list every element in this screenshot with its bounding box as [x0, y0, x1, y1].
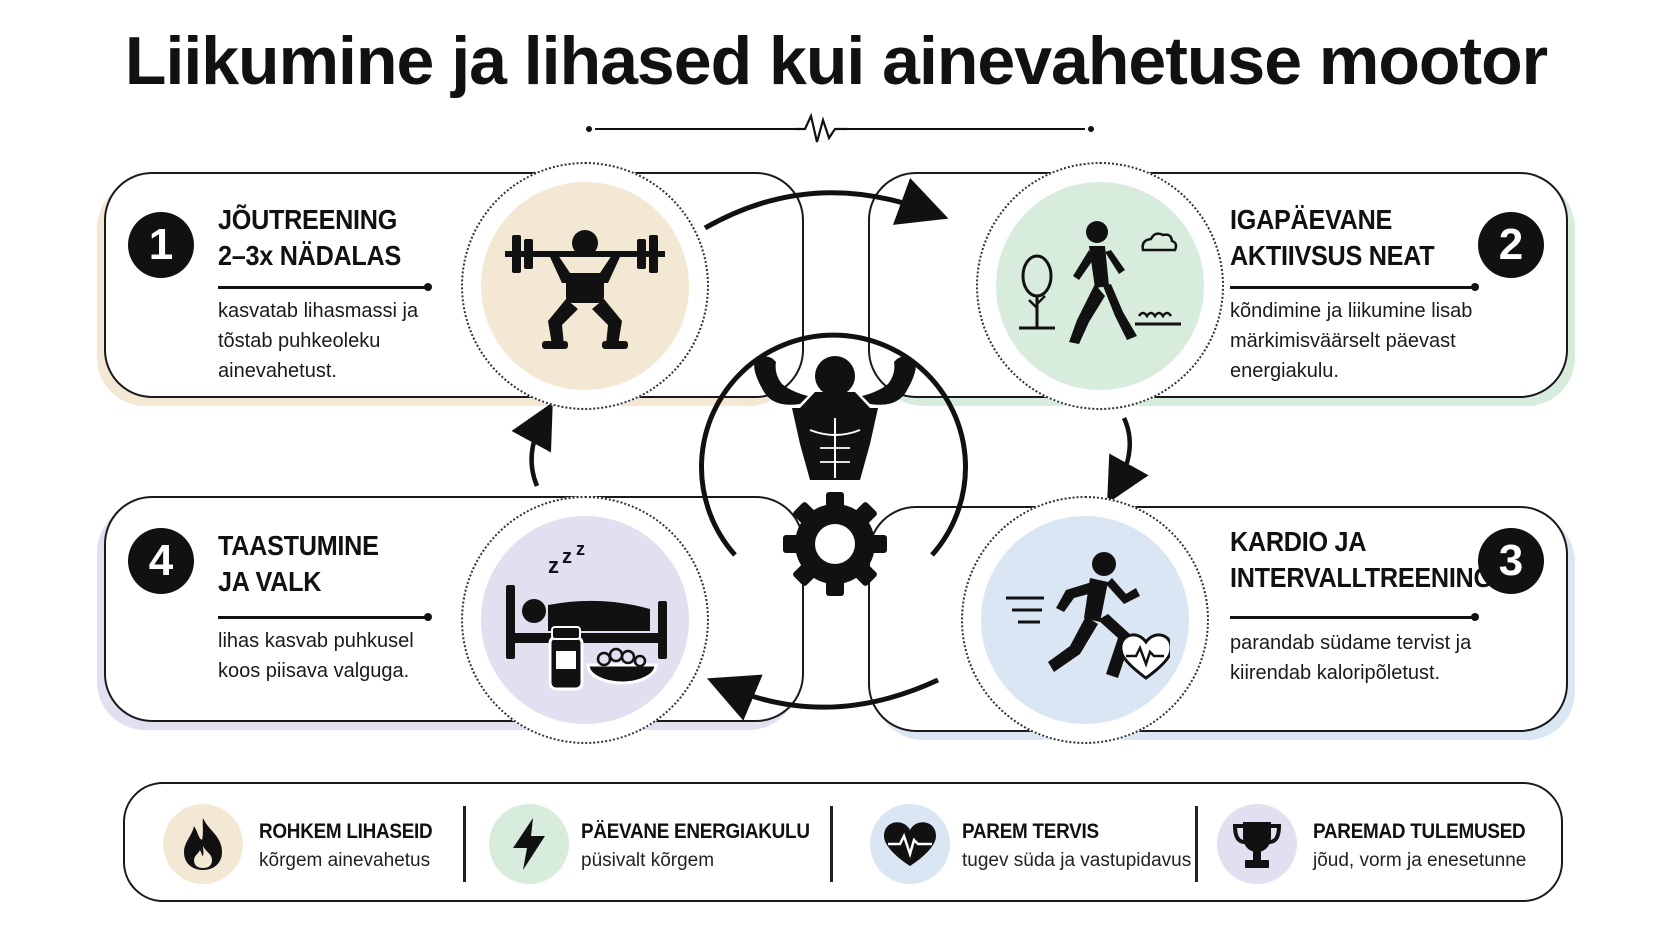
benefit-separator — [463, 806, 466, 882]
step-heading-1: JÕUTREENING 2–3x NÄDALAS — [218, 204, 402, 271]
weightlifting-squat-icon — [500, 221, 670, 351]
benefit-title-3: PAREM TERVIS — [962, 820, 1099, 843]
sleep-protein-icon — [500, 545, 670, 695]
step-heading-2: IGAPÄEVANE AKTIIVSUS NEAT — [1230, 204, 1435, 271]
benefit-subtitle-4: jõud, vorm ja enesetunne — [1313, 850, 1527, 871]
flame-icon — [163, 804, 243, 884]
benefit-title-2: PÄEVANE ENERGIAKULU — [581, 820, 810, 843]
step-number-1: 1 — [128, 212, 194, 278]
benefit-title-1: ROHKEM LIHASEID — [259, 820, 433, 843]
benefit-subtitle-2: püsivalt kõrgem — [581, 850, 715, 871]
step-description-2: kõndimine ja liikumine lisab märkimisväärselt päevast energiakulu. — [1230, 300, 1473, 382]
svg-text:z: z — [576, 545, 585, 559]
benefit-4 — [1217, 784, 1537, 900]
benefit-3 — [870, 784, 1200, 900]
step-icon-circle-3 — [961, 496, 1209, 744]
step-description-4: lihas kasvab puhkusel koos piisava valguga. — [218, 630, 414, 682]
step-number-3: 3 — [1478, 528, 1544, 594]
walking-person-icon — [1015, 216, 1185, 356]
heartbeat-icon — [870, 804, 950, 884]
arrow-2-to-3 — [1118, 418, 1130, 484]
page-title: Liikumine ja lihased kui ainevahetuse mootor — [124, 23, 1548, 99]
benefit-title-4: PAREMAD TULEMUSED — [1313, 820, 1526, 843]
step-number-2: 2 — [1478, 212, 1544, 278]
step-description-3: parandab südame tervist ja kiirendab kaloripõletust. — [1230, 632, 1472, 684]
benefit-separator — [830, 806, 833, 882]
lightning-icon — [489, 804, 569, 884]
arrow-4-to-1 — [532, 422, 542, 486]
svg-text:z: z — [562, 546, 572, 568]
step-icon-circle-2 — [976, 162, 1224, 410]
benefit-2 — [489, 784, 809, 900]
step-icon-circle-4 — [461, 496, 709, 744]
running-heart-icon — [1000, 550, 1170, 690]
trophy-icon — [1217, 804, 1297, 884]
step-icon-circle-1 — [461, 162, 709, 410]
step-heading-3: KARDIO JA INTERVALLTREENING — [1230, 526, 1493, 593]
muscle-gear-icon — [720, 348, 950, 598]
benefit-separator — [1195, 806, 1198, 882]
arrow-3-to-4 — [730, 680, 938, 707]
benefit-subtitle-3: tugev süda ja vastupidavus — [962, 850, 1192, 871]
svg-text:z: z — [548, 553, 559, 578]
benefit-subtitle-1: kõrgem ainevahetus — [259, 850, 431, 871]
arrow-1-to-2 — [705, 193, 925, 228]
step-number-4: 4 — [128, 528, 194, 594]
step-heading-4: TAASTUMINE JA VALK — [218, 530, 379, 597]
benefits-summary — [123, 782, 1563, 902]
benefit-1 — [163, 784, 453, 900]
step-description-1: kasvatab lihasmassi ja tõstab puhkeoleku ainevahetust. — [218, 300, 419, 382]
